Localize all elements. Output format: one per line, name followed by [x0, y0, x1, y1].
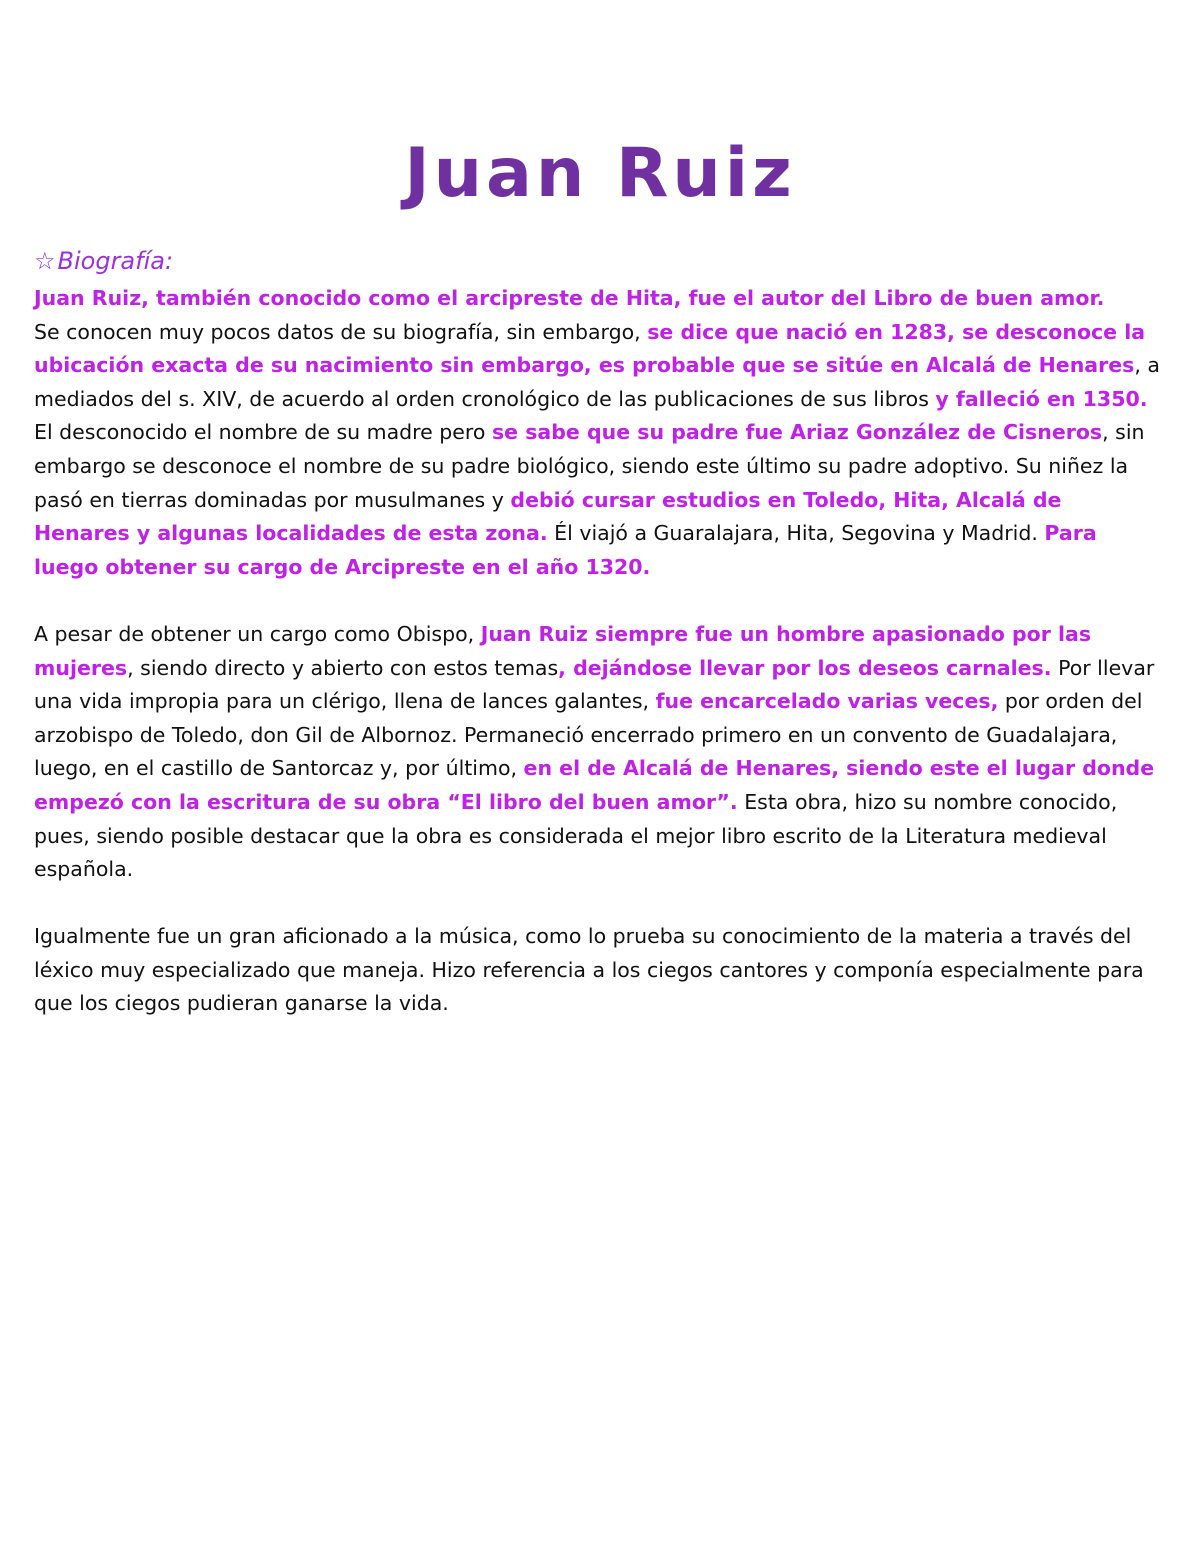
paragraph-biography — [34, 282, 1164, 584]
page-title: Juan Ruiz — [404, 134, 796, 213]
highlighted-text: fue encarcelado varias veces, — [655, 689, 999, 714]
body-text-segment: Por llevar una vida impropia para un clérigo, llena de lances galantes, — [34, 655, 1155, 714]
highlighted-text: Para luego obtener su cargo de Arcipreste en el año 1320. — [34, 521, 1097, 579]
section-heading-label: Biografía: — [57, 247, 174, 275]
highlighted-text: en el de Alcalá de Henares, siendo este el lugar donde empezó con la escritura de su obra “El libro del buen amor”. — [34, 756, 1155, 814]
body-text-segment: Él viajó a Guaralajara, Hita, Segovina y Madrid. — [547, 521, 1045, 546]
highlighted-text: Juan Ruiz, también conocido como el arcipreste de Hita, fue el autor del Libro de buen amor. — [34, 286, 1105, 310]
body-text-segment: por orden del arzobispo de Toledo, don Gil de Albornoz. Permaneció encerrado primero en un convento de Guadalajara, luego, en el castillo de Santorcaz y, por último, — [34, 689, 1143, 781]
highlighted-text: Juan Ruiz siempre fue un hombre apasionado por las mujeres — [34, 621, 1092, 680]
paragraph-bishop — [34, 618, 1164, 887]
star-outline-icon: ☆ — [34, 247, 56, 275]
body-text-segment: Esta obra, hizo su nombre conocido, pues, siendo posible destacar que la obra es considerada el mejor libro escrito de la Literatura medieval española. — [34, 789, 1118, 882]
document-body — [34, 282, 1164, 1021]
highlighted-text: y falleció en 1350. — [935, 386, 1148, 411]
section-heading — [34, 244, 173, 278]
highlighted-text: debió cursar estudios en Toledo, Hita, Alcalá de Henares y algunas localidades de esta zona. — [34, 487, 1062, 546]
body-text-segment: , sin embargo se desconoce el nombre de su padre biológico, siendo este último su padre adoptivo. Su niñez la pasó en tierras dominadas por musulmanes y — [34, 420, 1145, 512]
paragraph-music — [34, 920, 1164, 1021]
body-text-segment: , a mediados del s. XIV, de acuerdo al orden cronológico de las publicaciones de sus libros — [34, 353, 1160, 411]
body-text-segment: El desconocido el nombre de su madre pero — [34, 420, 492, 445]
body-text-segment: , siendo directo y abierto con estos temas — [127, 655, 559, 680]
body-text-segment: Igualmente fue un gran aficionado a la música, como lo prueba su conocimiento de la materia a través del léxico muy especializado que maneja. Hizo referencia a los ciegos cantores y componía especialmente para que los ciegos pudieran ganarse la vida. — [34, 924, 1144, 1016]
body-text-segment: A pesar de obtener un cargo como Obispo, — [34, 621, 481, 646]
highlighted-text: , dejándose llevar por los deseos carnales. — [558, 655, 1052, 680]
highlighted-text: se dice que nació en 1283, se desconoce la ubicación exacta de su nacimiento sin embargo, es probable que se sitúe en Alcalá de Henares — [34, 319, 1146, 378]
body-text-segment: Se conocen muy pocos datos de su biografía, sin embargo, — [34, 319, 648, 344]
highlighted-text: se sabe que su padre fue Ariaz González de Cisneros — [491, 420, 1103, 445]
